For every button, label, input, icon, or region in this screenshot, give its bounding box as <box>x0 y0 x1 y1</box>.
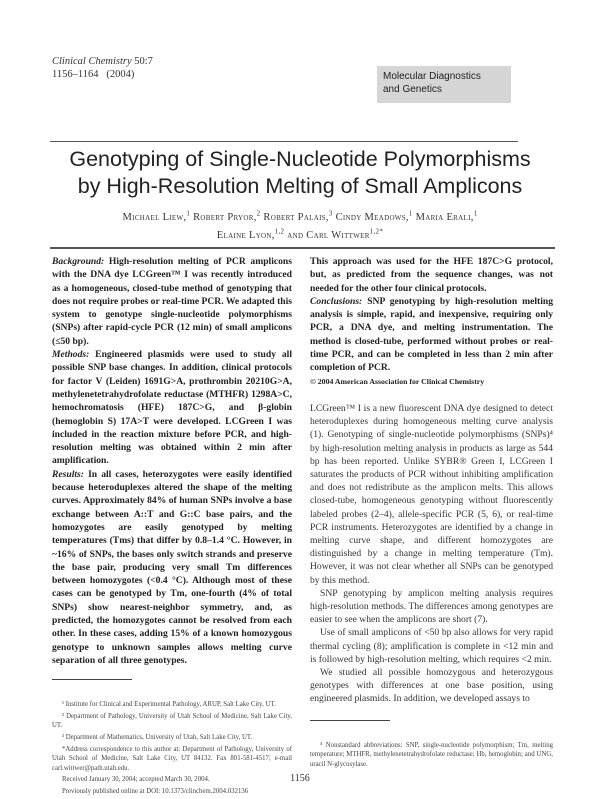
author: Cindy Meadows,$^1$ <box>335 209 413 223</box>
abstract-conclusions: Conclusions: SNP genotyping by high-resolution melting analysis is simple, rapid, and inexpensive, requiring only PCR, a DNA dye, and melting instrumentation. The method is closed-tube, performed without probes or real-time PCR, and can be completed in less than 2 min after completion of PCR. <box>310 295 553 374</box>
journal-name: Clinical Chemistry <box>52 56 132 67</box>
author: Robert Pryor,$^2$ <box>193 209 261 223</box>
abstract-methods: Methods: Engineered plasmids were used to study all possible SNP base changes. In addition, clinical protocols for factor V (Leiden) 1691G>A, prothrombin 20210G>A, methylenetetrahydrofolate reductase (MTHFR) 1298A>C, hemochromatosis (HFE) 187C>G, and β-globin (hemoglobin S) 17A>T were developed. LCGreen I was included in the reaction mixture before PCR, and high-resolution melting was obtained within 2 min after amplification. <box>52 349 292 467</box>
copyright: © 2004 American Association for Clinical Chemistry <box>310 376 485 386</box>
paragraph: We studied all possible homozygous and heterozygous genotypes with differences at one base position, using engineered plasmids. In addition, we developed assays to <box>310 667 553 705</box>
right-column <box>310 255 553 771</box>
paragraph: SNP genotyping by amplicon melting analysis requires high-resolution methods. The differences among genotypes are easier to see when the amplicons are short (7). <box>310 587 553 626</box>
article-title <box>40 146 560 200</box>
page-number: 1156 <box>290 773 310 784</box>
author: Maria Erali,$^1$ <box>415 209 478 223</box>
abstract-results: Results: In all cases, heterozygotes were easily identified because heteroduplexes altered the shape of the melting curves. Approximately 84% of human SNPs involve a base exchange between A::T and G::C base pairs, and the homozygotes are easily genotyped by melting temperatures (Tms) that differ by 0.8–1.4 °C. However, in ~16% of SNPs, the bases only switch strands and preserve the base pair, producing very small Tm differences between homozygotes (<0.4 °C). Although most of these cases can be genotyped by Tm, one-fourth (4% of total SNPs) show nearest-neighbor symmetry, and, as predicted, the homozygotes cannot be resolved from each other. In these cases, adding 15% of a known homozygous genotype to unknown samples allows melting curve separation of all three genotypes. <box>52 468 292 666</box>
journal-citation <box>52 55 153 81</box>
author-list <box>40 206 560 243</box>
footnote: Previously published online at DOI: 10.1373/clinchem.2004.032136 <box>62 787 249 795</box>
author: Elaine Lyon,$^{1,2}$ <box>216 227 285 241</box>
title-line: Genotyping of Single-Nucleotide Polymorphisms <box>69 147 531 171</box>
author: Robert Palais,$^3$ <box>263 209 333 223</box>
title-line: by High-Resolution Melting of Small Amplicons <box>77 174 523 198</box>
footnote-rule <box>310 720 390 721</box>
paragraph: Use of small amplicons of <50 bp also allows for very rapid thermal cycling (8); amplification is complete in <12 min and is followed by high-resolution melting, which requires <2 min. <box>310 627 553 665</box>
footnote: Received January 30, 2004; accepted March 30, 2004. <box>62 776 210 784</box>
abbreviations-footnote: ⁴ Nonstandard abbreviations: SNP, single-nucleotide polymorphism; Tm, melting temperature; MTHFR, methylenetetrahydrofolate reductase; Hb, hemoglobin; and UNG, uracil N-glycosylase. <box>310 741 553 768</box>
section-label-line: and Genetics <box>383 84 442 95</box>
footnote: *Address correspondence to this author at: Department of Pathology, University of Utah School of Medicine, Salt Lake City, UT 84132. Fax 801-581-4517; e-mail carl.wittwer@path.utah.edu. <box>52 745 292 772</box>
footnote: ² Department of Pathology, University of Utah School of Medicine, Salt Lake City, UT. <box>52 712 292 730</box>
abstract-continued <box>310 255 553 388</box>
footnote-rule <box>52 679 132 680</box>
volume-issue: 50:7 <box>134 56 153 67</box>
section-label-line: Molecular Diagnostics <box>383 71 481 82</box>
paragraph: LCGreen™ I is a new fluorescent DNA dye designed to detect heteroduplexes during homogeneous melting curve analysis (1). Genotyping of single-nucleotide polymorphisms (SNPs)⁴ by high-resolution melting analysis in products as large as 544 bp has been reported. Unlike SYBR® Green I, LCGreen I saturates the products of PCR without inhibiting amplification and does not redistribute as the amplicon melts. This allows closed-tube, homogeneous genotyping without fluorescently labeled probes (2–4), allele-specific PCR (5, 6), or real-time PCR instruments. Heterozygotes are identified by a change in melting curve shape, and different homozygotes are distinguished by a change in melting temperature (Tm). However, it was not clear whether all SNPs can be genotyped by this method. <box>310 402 553 586</box>
body-text <box>310 402 553 706</box>
author: and Carl Wittwer$^{1,2*}$ <box>287 227 384 241</box>
abstract-background: Background: High-resolution melting of PCR amplicons with the DNA dye LCGreen™ I was recently introduced as a homogeneous, closed-tube method of genotyping that does not require probes or real-time PCR. We adapted this system to genotype single-nucleotide polymorphisms (SNPs) after rapid-cycle PCR (12 min) of small amplicons (≤50 bp). <box>52 256 292 347</box>
left-column <box>52 255 292 799</box>
footnote: ¹ Institute for Clinical and Experimental Pathology, ARUP, Salt Lake City, UT. <box>62 701 276 709</box>
abstract-rule <box>50 247 555 249</box>
abstract <box>52 255 292 667</box>
section-label-box <box>377 66 511 103</box>
author: Michael Liew,$^1$ <box>122 209 191 223</box>
pages-year: 1156–1164 (2004) <box>52 69 135 80</box>
title-rule <box>50 141 518 142</box>
abstract-results-cont: This approach was used for the HFE 187C>G protocol, but, as predicted from the sequence changes, was not needed for the other four clinical protocols. <box>310 256 553 294</box>
footnote: ³ Department of Mathematics, University of Utah, Salt Lake City, UT. <box>62 733 253 741</box>
